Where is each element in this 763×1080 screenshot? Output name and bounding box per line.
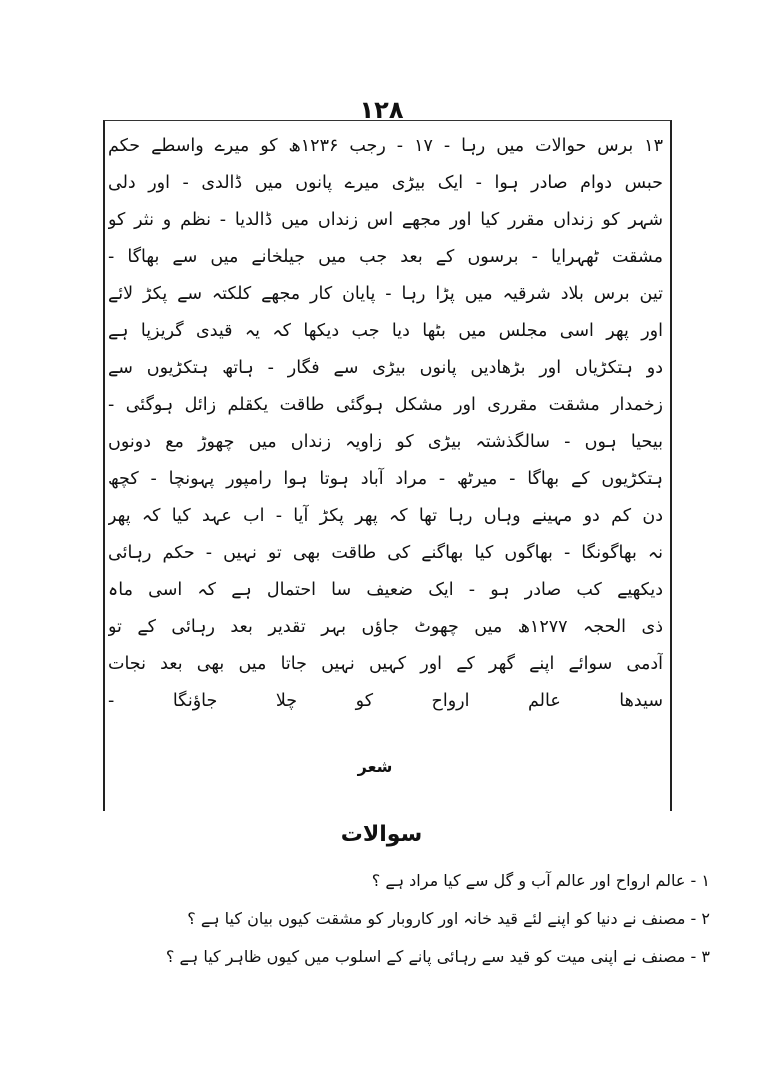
body-line: آدمی سوائے اپنے گھر کے اور کہیں نہیں جاتا میں بھی بعد نجات xyxy=(108,654,663,674)
page-number: ۱۲۸ xyxy=(359,96,404,124)
verse-label: شعر xyxy=(357,757,393,776)
question-item: ۲ - مصنف نے دنیا کو اپنے لئے قید خانہ اور کاروبار کو مشقت کیوں بیان کیا ہے ؟ xyxy=(187,909,710,928)
body-line: تین برس بلاد شرقیہ میں پڑا رہا - پایان کار مجھے کلکتہ سے پکڑ لائے xyxy=(108,284,663,304)
body-line: دو ہتکڑیاں اور بڑھادیں پانوں بیڑی سے فگار - ہاتھ ہتکڑیوں سے xyxy=(108,358,663,378)
body-text xyxy=(108,128,663,720)
body-line: حبس دوام صادر ہوا - ایک بیڑی میرے پانوں میں ڈالدی - اور دلی xyxy=(108,173,663,193)
question-item: ۱ - عالم ارواح اور عالم آب و گل سے کیا مراد ہے ؟ xyxy=(371,871,710,890)
body-line: نہ بھاگونگا - بھاگوں کیا بھاگنے کی طاقت بھی تو نہیں - حکم رہائی xyxy=(108,543,663,563)
body-line: ۱۳ برس حوالات میں رہا - ۱۷ - رجب ۱۲۳۶ھ کو میرے واسطے حکم xyxy=(108,136,663,156)
questions-list xyxy=(120,862,710,976)
body-line: دن کم دو مہینے وہاں رہا تھا کہ پھر پکڑ آیا - اب عہد کیا کہ پھر xyxy=(108,506,663,526)
body-line: مشقت ٹھہرایا - برسوں کے بعد جب میں جیلخانے میں سے بھاگا - xyxy=(108,247,663,267)
body-line: اور پھر اسی مجلس میں بٹھا دیا جب دیکھا کہ یہ قیدی گریزپا ہے xyxy=(108,321,663,341)
questions-heading: سوالات xyxy=(340,822,423,847)
body-line: دیکھیے کب صادر ہو - ایک ضعیف سا احتمال ہے کہ اسی ماہ xyxy=(108,580,663,600)
body-line: شہر کو زنداں مقرر کیا اور مجھے اس زنداں میں ڈالدیا - نظم و نثر کو xyxy=(108,210,663,230)
body-line: بیحیا ہوں - سالگذشتہ بیڑی کو زاویہ زنداں میں چھوڑ مع دونوں xyxy=(108,432,663,452)
body-line: سیدھا عالم ارواح کو چلا جاؤنگا - xyxy=(108,691,663,711)
question-item: ۳ - مصنف نے اپنی میت کو قید سے رہائی پانے کے اسلوب میں کیوں ظاہر کیا ہے ؟ xyxy=(165,947,710,966)
body-line: ہتکڑیوں کے بھاگا - میرٹھ - مراد آباد ہوتا ہوا رامپور پہونچا - کچھ xyxy=(108,469,663,489)
body-line: ذی الحجہ ۱۲۷۷ھ میں چھوٹ جاؤں بہر تقدیر بعد رہائی کے تو xyxy=(108,617,663,637)
body-line: زخمدار مشقت مقرری اور مشکل ہوگئی طاقت یکقلم زائل ہوگئی - xyxy=(108,395,663,415)
